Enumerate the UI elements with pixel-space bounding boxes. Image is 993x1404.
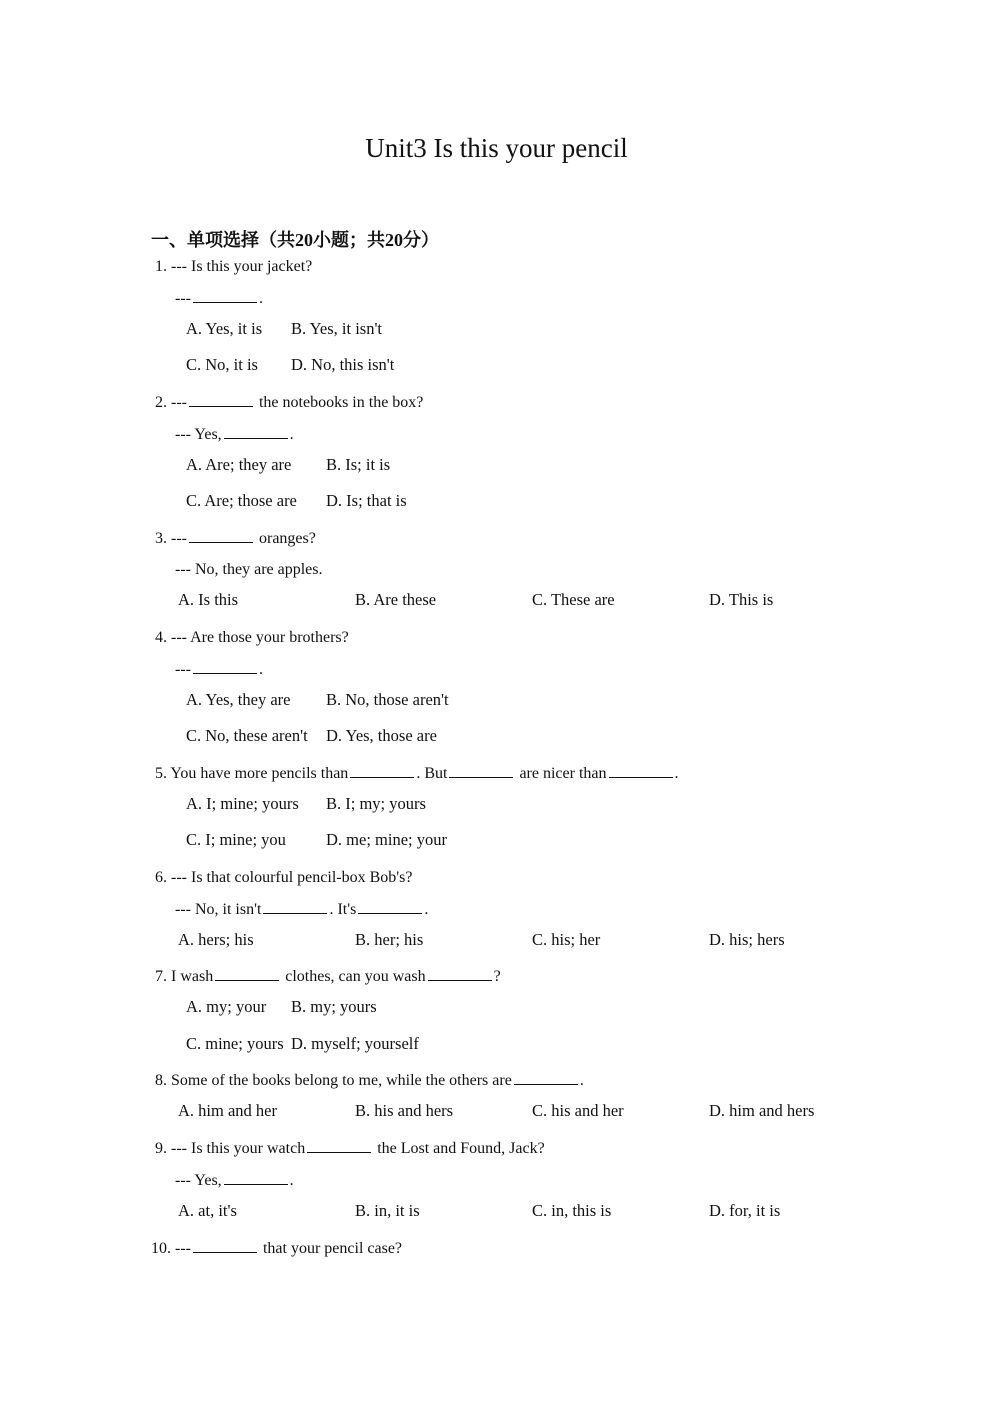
question-number: 6. bbox=[155, 869, 167, 886]
question-6-option-b: B. her; his bbox=[355, 930, 424, 949]
answer-blank bbox=[215, 966, 279, 981]
question-9-option-c: C. in, this is bbox=[532, 1201, 612, 1220]
question-3-option-d: D. This is bbox=[709, 590, 774, 609]
question-2-option-b: B. Is; it is bbox=[326, 455, 391, 474]
reply-part-3: . bbox=[424, 901, 429, 918]
question-text-prefix: --- bbox=[171, 530, 187, 547]
answer-blank bbox=[428, 966, 492, 981]
question-8-option-d: D. him and hers bbox=[709, 1101, 815, 1120]
question-4-reply bbox=[175, 659, 263, 681]
question-9-option-d: D. for, it is bbox=[709, 1201, 781, 1220]
reply-suffix: . bbox=[289, 426, 294, 443]
question-3-reply: --- No, they are apples. bbox=[175, 561, 323, 578]
question-text-part-4: . bbox=[674, 765, 679, 782]
question-2-stem bbox=[155, 392, 423, 414]
question-text-part-2: . bbox=[579, 1072, 584, 1089]
question-text: --- Is this your jacket? bbox=[171, 258, 313, 275]
document-title: Unit3 Is this your pencil bbox=[365, 133, 628, 163]
question-7-option-c: C. mine; yours bbox=[186, 1034, 284, 1053]
reply-prefix: --- bbox=[175, 661, 191, 678]
question-text-part-2: . But bbox=[416, 765, 448, 782]
question-text-part-1: Some of the books belong to me, while the others are bbox=[171, 1072, 512, 1089]
question-8-option-b: B. his and hers bbox=[355, 1101, 454, 1120]
answer-blank bbox=[514, 1070, 578, 1085]
answer-blank bbox=[263, 899, 327, 914]
question-4-option-c: C. No, these aren't bbox=[186, 726, 308, 745]
question-2-option-a: A. Are; they are bbox=[186, 455, 292, 474]
question-text-part-2: the Lost and Found, Jack? bbox=[377, 1140, 545, 1157]
question-number: 3. bbox=[155, 530, 167, 547]
answer-blank bbox=[193, 659, 257, 674]
question-1-option-b: B. Yes, it isn't bbox=[291, 319, 383, 338]
question-4-stem bbox=[155, 627, 349, 649]
question-text-part-1: --- Is this your watch bbox=[171, 1140, 306, 1157]
question-2-reply bbox=[175, 424, 294, 446]
question-2-option-c: C. Are; those are bbox=[186, 491, 297, 510]
question-4-option-b: B. No, those aren't bbox=[326, 690, 449, 709]
question-5-stem bbox=[155, 763, 679, 785]
question-1-option-c: C. No, it is bbox=[186, 355, 258, 374]
question-7-stem bbox=[155, 966, 501, 988]
question-6-option-c: C. his; her bbox=[532, 930, 601, 949]
answer-blank bbox=[358, 899, 422, 914]
question-9-option-a: A. at, it's bbox=[178, 1201, 237, 1220]
question-8-option-a: A. him and her bbox=[178, 1101, 277, 1120]
answer-blank bbox=[224, 424, 288, 439]
question-text-part-1: You have more pencils than bbox=[170, 765, 349, 782]
question-text-prefix: --- bbox=[171, 394, 187, 411]
question-5-option-c: C. I; mine; you bbox=[186, 830, 286, 849]
answer-blank bbox=[189, 528, 253, 543]
question-text-suffix: the notebooks in the box? bbox=[258, 394, 424, 411]
question-9-option-b: B. in, it is bbox=[355, 1201, 420, 1220]
question-1-option-a: A. Yes, it is bbox=[186, 319, 263, 338]
reply-part-1: --- No, it isn't bbox=[175, 901, 262, 918]
question-10-stem bbox=[151, 1238, 402, 1260]
reply-suffix: . bbox=[258, 290, 263, 307]
answer-blank bbox=[193, 1238, 257, 1253]
question-3-option-b: B. Are these bbox=[355, 590, 437, 609]
answer-blank bbox=[224, 1170, 288, 1185]
question-number: 8. bbox=[155, 1072, 167, 1089]
question-number: 2. bbox=[155, 394, 167, 411]
question-3-option-a: A. Is this bbox=[178, 590, 239, 609]
question-text-part-2: clothes, can you wash bbox=[285, 968, 426, 985]
question-1-reply bbox=[175, 288, 263, 310]
question-number: 5. bbox=[155, 765, 167, 782]
question-3-stem bbox=[155, 528, 316, 550]
question-text: --- Are those your brothers? bbox=[171, 629, 349, 646]
answer-blank bbox=[307, 1138, 371, 1153]
reply-part-2: . It's bbox=[329, 901, 357, 918]
question-7-option-d: D. myself; yourself bbox=[291, 1034, 419, 1053]
question-9-stem bbox=[155, 1138, 545, 1160]
question-5-option-d: D. me; mine; your bbox=[326, 830, 447, 849]
question-3-option-c: C. These are bbox=[532, 590, 615, 609]
question-2-option-d: D. Is; that is bbox=[326, 491, 407, 510]
question-text: --- Is that colourful pencil-box Bob's? bbox=[171, 869, 413, 886]
question-8-stem bbox=[155, 1070, 584, 1092]
question-4-option-d: D. Yes, those are bbox=[326, 726, 437, 745]
reply-prefix: --- Yes, bbox=[175, 1172, 222, 1189]
question-4-option-a: A. Yes, they are bbox=[186, 690, 291, 709]
question-5-option-b: B. I; my; yours bbox=[326, 794, 426, 813]
question-text-prefix: --- bbox=[175, 1240, 191, 1257]
question-text-part-3: ? bbox=[493, 968, 501, 985]
question-number: 4. bbox=[155, 629, 167, 646]
question-number: 1. bbox=[155, 258, 167, 275]
reply-prefix: --- bbox=[175, 290, 191, 307]
question-text-part-1: I wash bbox=[171, 968, 214, 985]
question-number: 10. bbox=[151, 1240, 171, 1257]
reply-suffix: . bbox=[289, 1172, 294, 1189]
reply-suffix: . bbox=[258, 661, 263, 678]
question-text-suffix: oranges? bbox=[258, 530, 316, 547]
reply-prefix: --- Yes, bbox=[175, 426, 222, 443]
answer-blank bbox=[189, 392, 253, 407]
question-6-reply bbox=[175, 899, 428, 921]
answer-blank bbox=[449, 763, 513, 778]
question-text-part-3: are nicer than bbox=[519, 765, 607, 782]
question-7-option-a: A. my; your bbox=[186, 997, 267, 1016]
question-number: 9. bbox=[155, 1140, 167, 1157]
answer-blank bbox=[193, 288, 257, 303]
answer-blank bbox=[350, 763, 414, 778]
question-text-suffix: that your pencil case? bbox=[262, 1240, 403, 1257]
answer-blank bbox=[609, 763, 673, 778]
question-1-option-d: D. No, this isn't bbox=[291, 355, 395, 374]
question-9-reply bbox=[175, 1170, 294, 1192]
question-5-option-a: A. I; mine; yours bbox=[186, 794, 299, 813]
question-6-option-d: D. his; hers bbox=[709, 930, 785, 949]
question-7-option-b: B. my; yours bbox=[291, 997, 377, 1016]
question-6-stem bbox=[155, 867, 412, 889]
question-8-option-c: C. his and her bbox=[532, 1101, 624, 1120]
question-number: 7. bbox=[155, 968, 167, 985]
question-6-option-a: A. hers; his bbox=[178, 930, 254, 949]
question-1-stem bbox=[155, 256, 312, 278]
section-heading: 一、单项选择（共20小题；共20分） bbox=[151, 230, 439, 250]
